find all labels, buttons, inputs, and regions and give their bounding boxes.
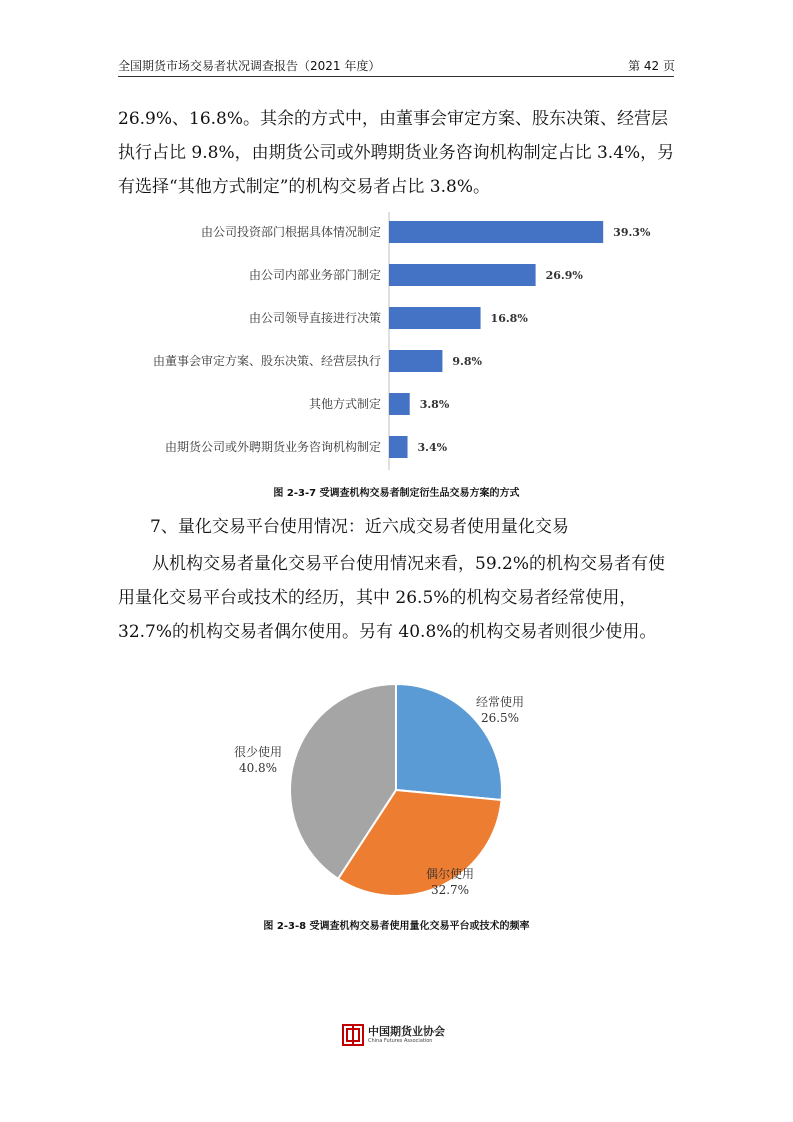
logo-english-name: China Futures Association (368, 1038, 433, 1044)
bar-value-label: 26.9% (545, 269, 583, 282)
section-heading: 7、量化交易平台使用情况：近六成交易者使用量化交易 (150, 517, 569, 537)
paragraph-2: 从机构交易者量化交易平台使用情况来看，59.2%的机构交易者有使用量化交易平台或技术的经历，其中 26.5%的机构交易者经常使用，32.7%的机构交易者偶尔使用。另有 40.8%的机构交易者则很少使用。 (118, 554, 666, 642)
bar-category-label: 由公司领导直接进行决策 (248, 311, 381, 325)
pie-chart-caption: 图 2-3-8 受调查机构交易者使用量化交易平台或技术的频率 (263, 921, 530, 932)
pie-value-label: 40.8% (238, 761, 278, 775)
bar-value-label: 9.8% (452, 355, 483, 368)
bar (389, 436, 408, 458)
bar-category-label: 由公司内部业务部门制定 (248, 268, 381, 282)
bar (389, 264, 536, 286)
bar-category-label: 由公司投资部门根据具体情况制定 (200, 225, 381, 239)
bar-value-label: 3.4% (417, 441, 448, 454)
association-logo-mark (342, 1024, 364, 1046)
pie-category-label: 偶尔使用 (425, 867, 475, 881)
bar (389, 221, 603, 243)
pie-category-label: 很少使用 (233, 745, 283, 759)
header-divider (118, 76, 674, 77)
logo-chinese-name: 中国期货业协会 (368, 1025, 445, 1038)
paragraph-1: 26.9%、16.8%。其余的方式中，由董事会审定方案、股东决策、经营层执行占比 9.8%，由期货公司或外聘期货业务咨询机构制定占比 3.4%，另有选择“其他方式制定”的机构交易者占比 3.8%。 (118, 109, 675, 197)
pie-value-label: 26.5% (480, 711, 520, 725)
bar-value-label: 39.3% (613, 226, 651, 239)
pie-chart (0, 680, 793, 905)
bar-chart (0, 212, 793, 470)
bar-category-label: 由董事会审定方案、股东决策、经营层执行 (152, 354, 381, 368)
pie-category-label: 经常使用 (475, 695, 525, 709)
bar (389, 350, 442, 372)
bar (389, 393, 410, 415)
bar-value-label: 3.8% (419, 398, 450, 411)
bar (389, 307, 481, 329)
bar-category-label: 其他方式制定 (308, 397, 381, 411)
pie-value-label: 32.7% (430, 883, 470, 897)
page-number: 第 42 页 (628, 59, 675, 73)
bar-value-label: 16.8% (490, 312, 528, 325)
bar-chart-caption: 图 2-3-7 受调查机构交易者制定衍生品交易方案的方式 (273, 488, 520, 499)
bar-category-label: 由期货公司或外聘期货业务咨询机构制定 (164, 440, 381, 454)
report-title: 全国期货市场交易者状况调查报告（2021 年度） (118, 59, 381, 73)
association-logo (342, 1024, 445, 1046)
